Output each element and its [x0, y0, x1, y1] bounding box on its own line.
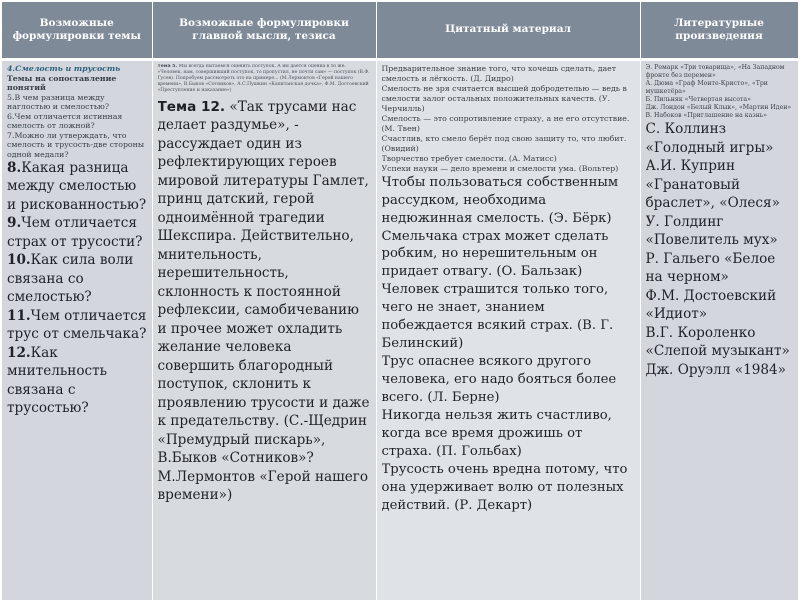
question-number: 9.	[7, 215, 22, 232]
work-small: В. Набоков «Приглашение на казнь»	[645, 112, 767, 120]
quote-small: Счастлив, кто смело берёт под свою защиту то, что любит. (Овидий)	[381, 133, 627, 153]
quote-small: Предварительное знание того, что хочешь сделать, дает смелость и лёгкость. (Д. Дидро)	[381, 64, 617, 83]
thesis-main	[158, 98, 371, 505]
header-row	[2, 2, 798, 60]
quotes-cell	[376, 60, 640, 600]
topic-item: 5.В чем разница между наглостью и смелостью?	[7, 92, 110, 111]
question-text: Чем отличается трус от смельчака?	[7, 307, 147, 343]
work: У. Голдинг «Повелитель мух»	[645, 213, 778, 249]
topic-item: 7.Можно ли утверждать, что смелость и трусость-две стороны одной медали?	[7, 130, 145, 159]
topics-table	[2, 2, 799, 600]
topic-question	[7, 307, 147, 344]
quote: Никогда нельзя жить счастливо, когда все время дрожишь от страха. (П. Гольбах)	[381, 408, 612, 459]
question-number: 12.	[7, 344, 31, 361]
work: Ф.М. Достоевский «Идиот»	[645, 287, 777, 323]
topic-title: 4.Смелость и трусость	[7, 64, 121, 73]
topic-subtitle: Темы на сопоставление понятий	[7, 73, 117, 92]
quote: Смельчака страх может сделать робким, но нерешительным он придает отвагу. (О. Бальзак)	[381, 228, 609, 280]
topic-question	[7, 214, 147, 251]
topic-question	[7, 251, 147, 306]
work: А.И. Куприн «Гранатовый браслет», «Олеся»	[645, 158, 780, 212]
topic-question	[7, 159, 147, 214]
quote: Трус опаснее всякого другого человека, его надо бояться более всего. (Л. Берне)	[381, 354, 617, 406]
question-number: 8.	[7, 160, 22, 176]
header-topic-formulations: Возможные формулировки темы	[2, 2, 152, 60]
quote-small: Смелость — это сопротивление страху, а не его отсутствие. (М. Твен)	[381, 113, 630, 133]
thesis-fine-text: Мы всегда пытаемся оценить поступок. А им дается оценка в то же. «Человек, нам, совершивший поступок, то пропустил, не почти сам» — поступок (В.Ф. Гусев). Попробуем рассмотреть это на примере... (М.Лермонтов «Герой нашего времени», В.Быков «Сотников», А.С.Пушкин «Капитанская дочка», Ф.М. Достоевский «Преступление и наказание»)	[157, 64, 370, 93]
work: С. Коллинз «Голодный игры»	[645, 121, 774, 156]
work-small: А. Дюма «Граф Монте-Кристо», «Три мушкетёра»	[645, 80, 768, 96]
content-row	[2, 60, 798, 600]
topic-question	[7, 344, 147, 418]
header-quotes: Цитатный материал	[376, 2, 640, 60]
question-text: Чем отличается страх от трусости?	[7, 215, 143, 250]
quote: Чтобы пользоваться собственным рассудком, необходима недюжинная смелость. (Э. Бёрк)	[381, 174, 619, 226]
quote-small: Успехи науки — дело времени и смелости ума. (Вольтер)	[381, 163, 619, 173]
thesis-cell	[152, 60, 376, 600]
question-text: Как мнительность связана с трусостью?	[7, 344, 108, 417]
work: Р. Гальего «Белое на черном»	[645, 250, 776, 286]
question-number: 11.	[7, 307, 31, 324]
works-cell	[640, 60, 798, 600]
question-text: Как сила воли связана со смелостью?	[7, 252, 134, 306]
work-small: Б. Пильняк «Четвертая высота»	[645, 96, 751, 104]
quote-small: Смелость не зря считается высшей добродетелью — ведь в смелости залог остальных положительных качеств. (У. Черчилль)	[381, 83, 627, 113]
thesis-fine-label: Тема 5.	[157, 64, 178, 69]
thesis-fine-print	[158, 64, 371, 94]
question-number: 10.	[7, 252, 31, 269]
topic-cell	[2, 60, 152, 600]
thesis-text: «Так трусами нас делает раздумье», - рассуждает один из рефлектирующих героев мировой литературы Гамлет, принц датский, герой одноимённой трагедии Шекспира. Действительно, мнительность, нерешительность, склонность к постоянной рефлексии, самобичеванию и прочее может охладить желание человека совершить благородный поступок, склонить к проявлению трусости и даже к предательству. (С.-Щедрин «Премудрый пискарь», В.Быков «Сотников»? М.Лермонтов «Герой нашего времени»)	[157, 98, 370, 504]
work-small: Дж. Лондон «Белый Клык», «Мартин Иден»	[645, 104, 792, 112]
quote: Трусость очень вредна потому, что она удерживает волю от полезных действий. (Р. Декарт)	[381, 461, 628, 513]
header-literary-works: Литературные произведения	[640, 2, 798, 60]
question-text: Какая разница между смелостью и рискованностью?	[7, 160, 147, 213]
quote-small: Творчество требует смелости. (А. Матисс)	[381, 153, 557, 163]
header-thesis-formulations: Возможные формулировки главной мысли, тезиса	[152, 2, 376, 60]
work: Дж. Оруэлл «1984»	[645, 361, 786, 378]
quote: Человек страшится только того, чего не знает, знанием побеждается всякий страх. (В. Г. Белинский)	[381, 282, 614, 352]
work: В.Г. Короленко «Слепой музыкант»	[645, 324, 790, 360]
work-small: Э. Ремарк «Три товарища», «На Западном фронте без перемен»	[645, 64, 785, 80]
thesis-label: Тема 12.	[157, 98, 226, 115]
topic-item: 6.Чем отличается истинная смелость от ложной?	[7, 111, 123, 130]
